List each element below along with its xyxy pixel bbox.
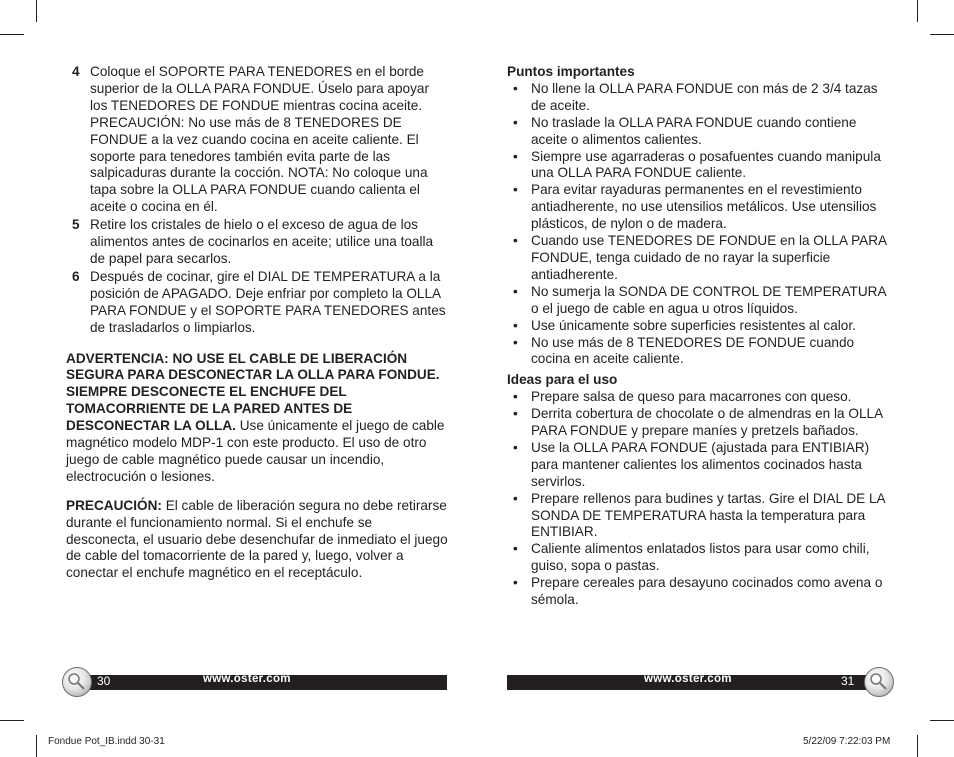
list-item-text: Siempre use agarraderas o posafuentes cuando manipula una OLLA PARA FONDUE caliente. — [531, 148, 881, 181]
oster-logo-icon — [62, 667, 92, 697]
step-number: 6 — [72, 268, 80, 284]
bullet-icon: • — [513, 283, 518, 299]
bullet-icon: • — [513, 233, 518, 249]
step-5 — [66, 217, 448, 268]
important-list — [507, 81, 889, 368]
left-footer-url: www.oster.com — [203, 673, 291, 685]
bullet-icon: • — [513, 406, 518, 422]
important-heading: Puntos importantes — [507, 64, 635, 79]
warning-bold: ADVERTENCIA: NO USE EL CABLE DE LIBERACIÓN SEGURA PARA DESCONECTAR LA OLLA PARA FONDUE. SIEMPRE DESCONECTE EL ENCHUFE DEL TOMACORRIENTE DE LA PARED ANTES DE DESCONECTAR LA OLLA. — [66, 350, 440, 434]
left-page-number: 30 — [97, 674, 111, 688]
list-item — [507, 284, 889, 318]
crop-mark — [0, 34, 24, 35]
list-item — [507, 182, 889, 233]
step-number: 5 — [72, 217, 80, 233]
crop-mark — [0, 720, 24, 721]
bullet-icon: • — [513, 80, 518, 96]
bullet-icon: • — [513, 114, 518, 130]
list-item — [507, 541, 889, 575]
right-page-content — [507, 64, 889, 609]
oster-logo-icon — [864, 667, 894, 697]
list-item-text: Para evitar rayaduras permanentes en el revestimiento antiadherente, no use utensilios metálicos. Use utensilios plásticos, de nylon o de madera. — [531, 182, 877, 232]
list-item-text: No traslade la OLLA PARA FONDUE cuando contiene aceite o alimentos calientes. — [531, 114, 857, 147]
list-item-text: No sumerja la SONDA DE CONTROL DE TEMPERATURA o el juego de cable en agua u otros líquidos. — [531, 283, 886, 316]
crop-mark — [930, 720, 954, 721]
list-item — [507, 440, 889, 491]
bullet-icon: • — [513, 439, 518, 455]
right-page-number: 31 — [841, 674, 855, 688]
list-item-text: Prepare rellenos para budines y tartas. Gire el DIAL DE LA SONDA DE TEMPERATURA hasta la temperatura para ENTIBIAR. — [531, 490, 885, 540]
bullet-icon: • — [513, 334, 518, 350]
list-item-text: Prepare cereales para desayuno cocinados como avena o sémola. — [531, 575, 883, 608]
magnifier-icon — [865, 668, 893, 696]
ideas-heading: Ideas para el uso — [507, 372, 618, 388]
list-item — [507, 81, 889, 115]
list-item — [507, 318, 889, 335]
bullet-icon: • — [513, 148, 518, 164]
bullet-icon: • — [513, 182, 518, 198]
caution-bold: PRECAUCIÓN: — [66, 497, 162, 513]
step-4 — [66, 64, 448, 216]
crop-mark — [917, 0, 918, 22]
step-number: 4 — [72, 64, 80, 79]
bullet-icon: • — [513, 490, 518, 506]
list-item-text: Use la OLLA PARA FONDUE (ajustada para ENTIBIAR) para mantener calientes los alimentos cocinados hasta servirlos. — [531, 439, 870, 489]
caution-paragraph — [66, 498, 448, 583]
crop-mark — [36, 0, 37, 22]
list-item — [507, 406, 889, 440]
list-item-text: No llene la OLLA PARA FONDUE con más de 2 3/4 tazas de aceite. — [531, 80, 878, 113]
list-item-text: Caliente alimentos enlatados listos para usar como chili, guiso, sopa o pastas. — [531, 541, 870, 574]
list-item — [507, 389, 889, 406]
date-slug: 5/22/09 7:22:03 PM — [803, 736, 891, 747]
list-item — [507, 575, 889, 609]
file-slug: Fondue Pot_IB.indd 30-31 — [48, 736, 165, 747]
crop-mark — [917, 735, 918, 757]
list-item-text: Cuando use TENEDORES DE FONDUE en la OLLA PARA FONDUE, tenga cuidado de no rayar la superficie antiadherente. — [531, 233, 887, 282]
list-item — [507, 233, 889, 284]
caution-text: El cable de liberación segura no debe retirarse durante el funcionamiento normal. Si el enchufe se desconecta, el usuario debe desenchufar de inmediato el juego de cable del tomacorriente de la pared y, luego, volver a conectar el enchufe magnético en el receptáculo. — [66, 497, 448, 581]
step-text: Después de cocinar, gire el DIAL DE TEMPERATURA a la posición de APAGADO. Deje enfriar por completo la OLLA PARA FONDUE y el SOPORTE PARA TENEDORES antes de trasladarlos o limpiarlos. — [90, 268, 446, 335]
bullet-icon: • — [513, 575, 518, 591]
left-page-content — [66, 64, 448, 582]
bullet-icon: • — [513, 317, 518, 333]
bullet-icon: • — [513, 541, 518, 557]
list-item — [507, 115, 889, 149]
crop-mark — [930, 34, 954, 35]
list-item — [507, 491, 889, 542]
crop-mark — [36, 735, 37, 757]
ideas-list — [507, 389, 889, 609]
list-item — [507, 335, 889, 369]
list-item-text: Use únicamente sobre superficies resistentes al calor. — [531, 317, 856, 333]
step-text: Coloque el SOPORTE PARA TENEDORES en el borde superior de la OLLA PARA FONDUE. Úselo para apoyar los TENEDORES DE FONDUE mientras cocina aceite. PRECAUCIÓN: No use más de 8 TENEDORES DE FONDUE a la vez cuando cocina en aceite caliente. El soporte para tenedores también evita parte de las salpicaduras durante la cocción. NOTA: No coloque una tapa sobre la OLLA PARA FONDUE cuando calienta el aceite o cocina en él. — [90, 64, 429, 215]
warning-text: Use únicamente el juego de cable magnético modelo MDP-1 con este producto. El uso de otro juego de cable magnético puede causar un incendio, electrocución o lesiones. — [66, 418, 445, 484]
magnifier-icon — [63, 668, 91, 696]
warning-paragraph — [66, 351, 448, 486]
list-item-text: No use más de 8 TENEDORES DE FONDUE cuando cocina en aceite caliente. — [531, 334, 855, 367]
list-item-text: Prepare salsa de queso para macarrones con queso. — [531, 389, 852, 405]
list-item-text: Derrita cobertura de chocolate o de almendras en la OLLA PARA FONDUE y prepare maníes y pretzels bañados. — [531, 406, 883, 439]
step-6 — [66, 269, 448, 337]
right-footer-url: www.oster.com — [644, 673, 732, 685]
step-text: Retire los cristales de hielo o el exceso de agua de los alimentos antes de cocinarlos en aceite; utilice una toalla de papel para secarlos. — [90, 217, 434, 266]
bullet-icon: • — [513, 389, 518, 405]
list-item — [507, 149, 889, 183]
